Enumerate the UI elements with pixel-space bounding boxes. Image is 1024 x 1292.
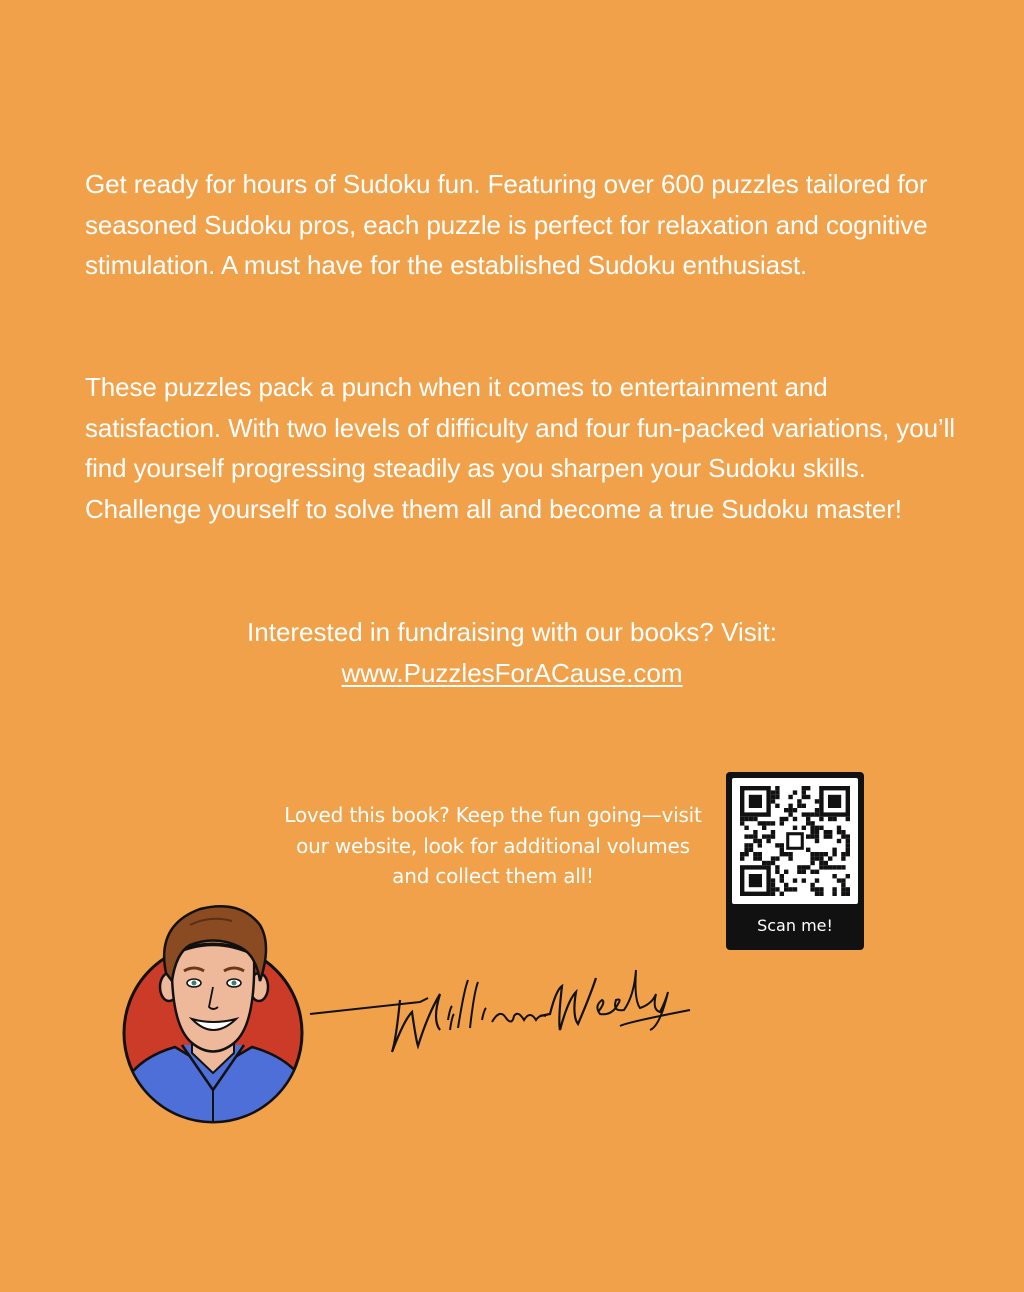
- author-avatar: [120, 895, 320, 1135]
- qr-code-icon[interactable]: [732, 778, 858, 904]
- website-link[interactable]: www.PuzzlesForACause.com: [341, 657, 683, 688]
- promo-text: Loved this book? Keep the fun going—visit our website, look for additional volumes and collect them all!: [284, 803, 702, 888]
- description-paragraph-2: These puzzles pack a punch when it comes to entertainment and satisfaction. With two levels of difficulty and four fun-packed variations, you’ll find yourself progressing steadily as you sharpen your Sudoku skills. Challenge yourself to solve them all and become a true Sudoku master!: [85, 372, 955, 524]
- description-paragraph-1: Get ready for hours of Sudoku fun. Featuring over 600 puzzles tailored for seasoned Sudoku pros, each puzzle is perfect for relaxation and cognitive stimulation. A must have for the established Sudoku enthusiast.: [85, 169, 928, 280]
- author-signature: [300, 930, 700, 1060]
- fundraising-prompt: Interested in fundraising with our books? Visit:: [247, 617, 777, 647]
- qr-label: Scan me!: [757, 916, 833, 935]
- qr-card[interactable]: [726, 772, 864, 950]
- fundraising-block: [0, 612, 1024, 693]
